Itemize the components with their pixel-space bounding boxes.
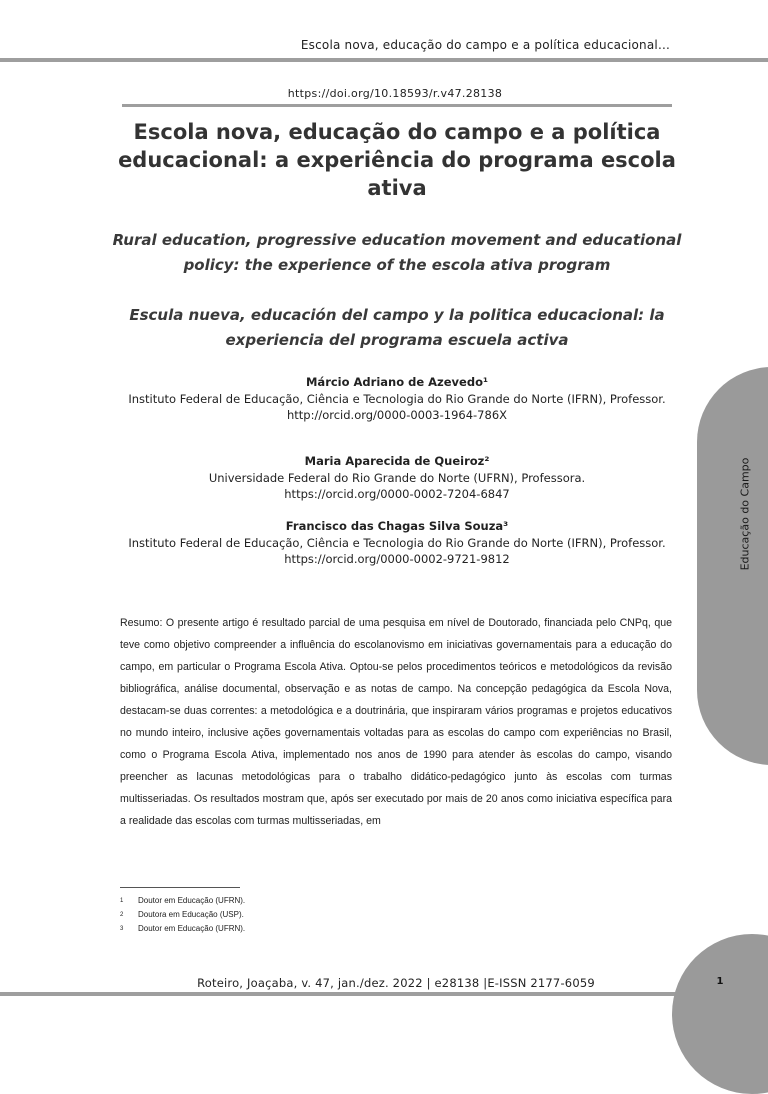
footnotes	[120, 894, 420, 936]
article-title: Escola nova, educação do campo e a política educacional: a experiência do programa escola ativa	[118, 120, 676, 200]
author-block	[102, 374, 692, 423]
author-orcid-link[interactable]: https://orcid.org/0000-0002-9721-9812	[284, 552, 510, 566]
author-affiliation: Instituto Federal de Educação, Ciência e Tecnologia do Rio Grande do Norte (IFRN), Professor.	[128, 392, 666, 406]
page-number-tab	[672, 934, 768, 1094]
footnote-text: Doutor em Educação (UFRN).	[138, 896, 246, 905]
section-side-tab	[697, 367, 768, 765]
footnote-item	[120, 908, 420, 922]
author-name: Márcio Adriano de Azevedo¹	[305, 375, 489, 389]
section-side-label: Educação do Campo	[738, 457, 752, 571]
page-number: 1	[716, 976, 724, 987]
doi-link[interactable]: https://doi.org/10.18593/r.v47.28138	[287, 87, 503, 100]
author-block	[102, 518, 692, 567]
footnote-item	[120, 894, 420, 908]
article-title-english: Rural education, progressive education movement and educational policy: the experience of the escola ativa program	[112, 231, 682, 274]
author-affiliation: Universidade Federal do Rio Grande do Norte (UFRN), Professora.	[208, 471, 586, 485]
article-title-spanish: Escula nueva, educación del campo y la politica educacional: la experiencia del programa escuela activa	[129, 306, 665, 349]
author-orcid-link[interactable]: http://orcid.org/0000-0003-1964-786X	[286, 408, 508, 422]
running-header: Escola nova, educação do campo e a política educacional...	[300, 38, 670, 52]
footnote-number: 3	[120, 926, 124, 932]
bottom-divider	[0, 992, 768, 996]
journal-footer: Roteiro, Joaçaba, v. 47, jan./dez. 2022 | e28138 |E-ISSN 2177-6059	[197, 976, 595, 990]
footnote-item	[120, 922, 420, 936]
top-divider	[0, 58, 768, 62]
abstract-text: Resumo: O presente artigo é resultado parcial de uma pesquisa em nível de Doutorado, financiada pelo CNPq, que teve como objetivo compreender a influência do escolanovismo em iniciativas governamentais para a educação do campo, em particular o Programa Escola Ativa. Optou-se pelos procedimentos teóricos e metodológicos da revisão bibliográfica, análise documental, observação e as notas de campo. Na concepção pedagógica da Escola Nova, destacam-se duas correntes: a metodológica e a doutrinária, que inspiraram vários programas e projetos educativos no mundo inteiro, inclusive ações governamentais voltadas para as escolas do campo com experiências no Brasil, como o Programa Escola Ativa, implementado nos anos de 1990 para atender às escolas do campo, visando preencher as lacunas metodológicas para o trabalho didático-pedagógico junto às escolas com turmas multisseriadas. Os resultados mostram que, após ser executado por mais de 20 anos como iniciativa específica para a realidade das escolas com turmas multisseriadas, em	[120, 617, 672, 827]
author-name: Francisco das Chagas Silva Souza³	[285, 519, 509, 533]
footnote-number: 1	[120, 898, 124, 904]
author-block	[102, 453, 692, 502]
author-affiliation: Instituto Federal de Educação, Ciência e Tecnologia do Rio Grande do Norte (IFRN), Professor.	[128, 536, 666, 550]
author-name: Maria Aparecida de Queiroz²	[304, 454, 490, 468]
author-orcid-link[interactable]: https://orcid.org/0000-0002-7204-6847	[284, 487, 510, 501]
footnote-divider	[120, 887, 240, 888]
footnote-text: Doutora em Educação (USP).	[138, 910, 244, 919]
doi-divider	[122, 104, 672, 107]
footnote-number: 2	[120, 912, 124, 918]
footnote-text: Doutor em Educação (UFRN).	[138, 924, 246, 933]
